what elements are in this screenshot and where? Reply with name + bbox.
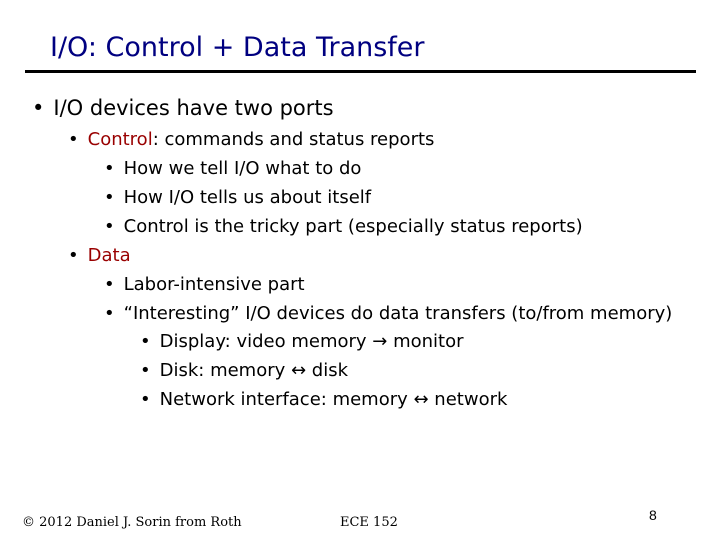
- bullet-control-sub1: [104, 158, 361, 179]
- bullet-text: “Interesting” I/O devices do data transfers (to/from memory): [123, 303, 673, 324]
- bullet-dot: •: [140, 360, 151, 381]
- bullet-disk: [140, 360, 348, 381]
- bullet-network: [140, 389, 507, 410]
- footer-course: ECE 152: [340, 515, 398, 530]
- bullet-dot: •: [32, 96, 45, 120]
- title-underline: [25, 70, 696, 73]
- control-term: Control: [87, 129, 153, 150]
- bullet-text: How I/O tells us about itself: [123, 187, 372, 208]
- bullet-text: How we tell I/O what to do: [123, 158, 362, 179]
- bullet-data-sub1: [104, 274, 305, 295]
- bullet-text: Disk: memory ↔ disk: [159, 360, 349, 381]
- slide-title: I/O: Control + Data Transfer: [50, 32, 425, 63]
- bullet-control: [68, 129, 434, 150]
- bullet-dot: •: [104, 158, 115, 179]
- bullet-main: [32, 96, 334, 120]
- bullet-text: Display: video memory → monitor: [159, 331, 464, 352]
- footer-copyright: © 2012 Daniel J. Sorin from Roth: [22, 515, 242, 530]
- bullet-dot: •: [104, 303, 115, 324]
- bullet-control-sub3: [104, 216, 583, 237]
- bullet-text: Labor-intensive part: [123, 274, 305, 295]
- bullet-text: Network interface: memory ↔ network: [159, 389, 508, 410]
- bullet-data-sub2: [104, 303, 672, 324]
- bullet-control-sub2: [104, 187, 371, 208]
- bullet-dot: •: [104, 274, 115, 295]
- control-description: : commands and status reports: [152, 129, 435, 150]
- bullet-dot: •: [104, 216, 115, 237]
- bullet-dot: •: [140, 331, 151, 352]
- bullet-dot: •: [68, 245, 79, 266]
- page-number: 8: [649, 507, 657, 523]
- bullet-dot: •: [68, 129, 79, 150]
- bullet-data: [68, 245, 131, 266]
- bullet-display: [140, 331, 464, 352]
- bullet-dot: •: [104, 187, 115, 208]
- bullet-dot: •: [140, 389, 151, 410]
- bullet-text: I/O devices have two ports: [53, 96, 334, 120]
- data-term: Data: [87, 245, 131, 266]
- bullet-text: Control is the tricky part (especially status reports): [123, 216, 583, 237]
